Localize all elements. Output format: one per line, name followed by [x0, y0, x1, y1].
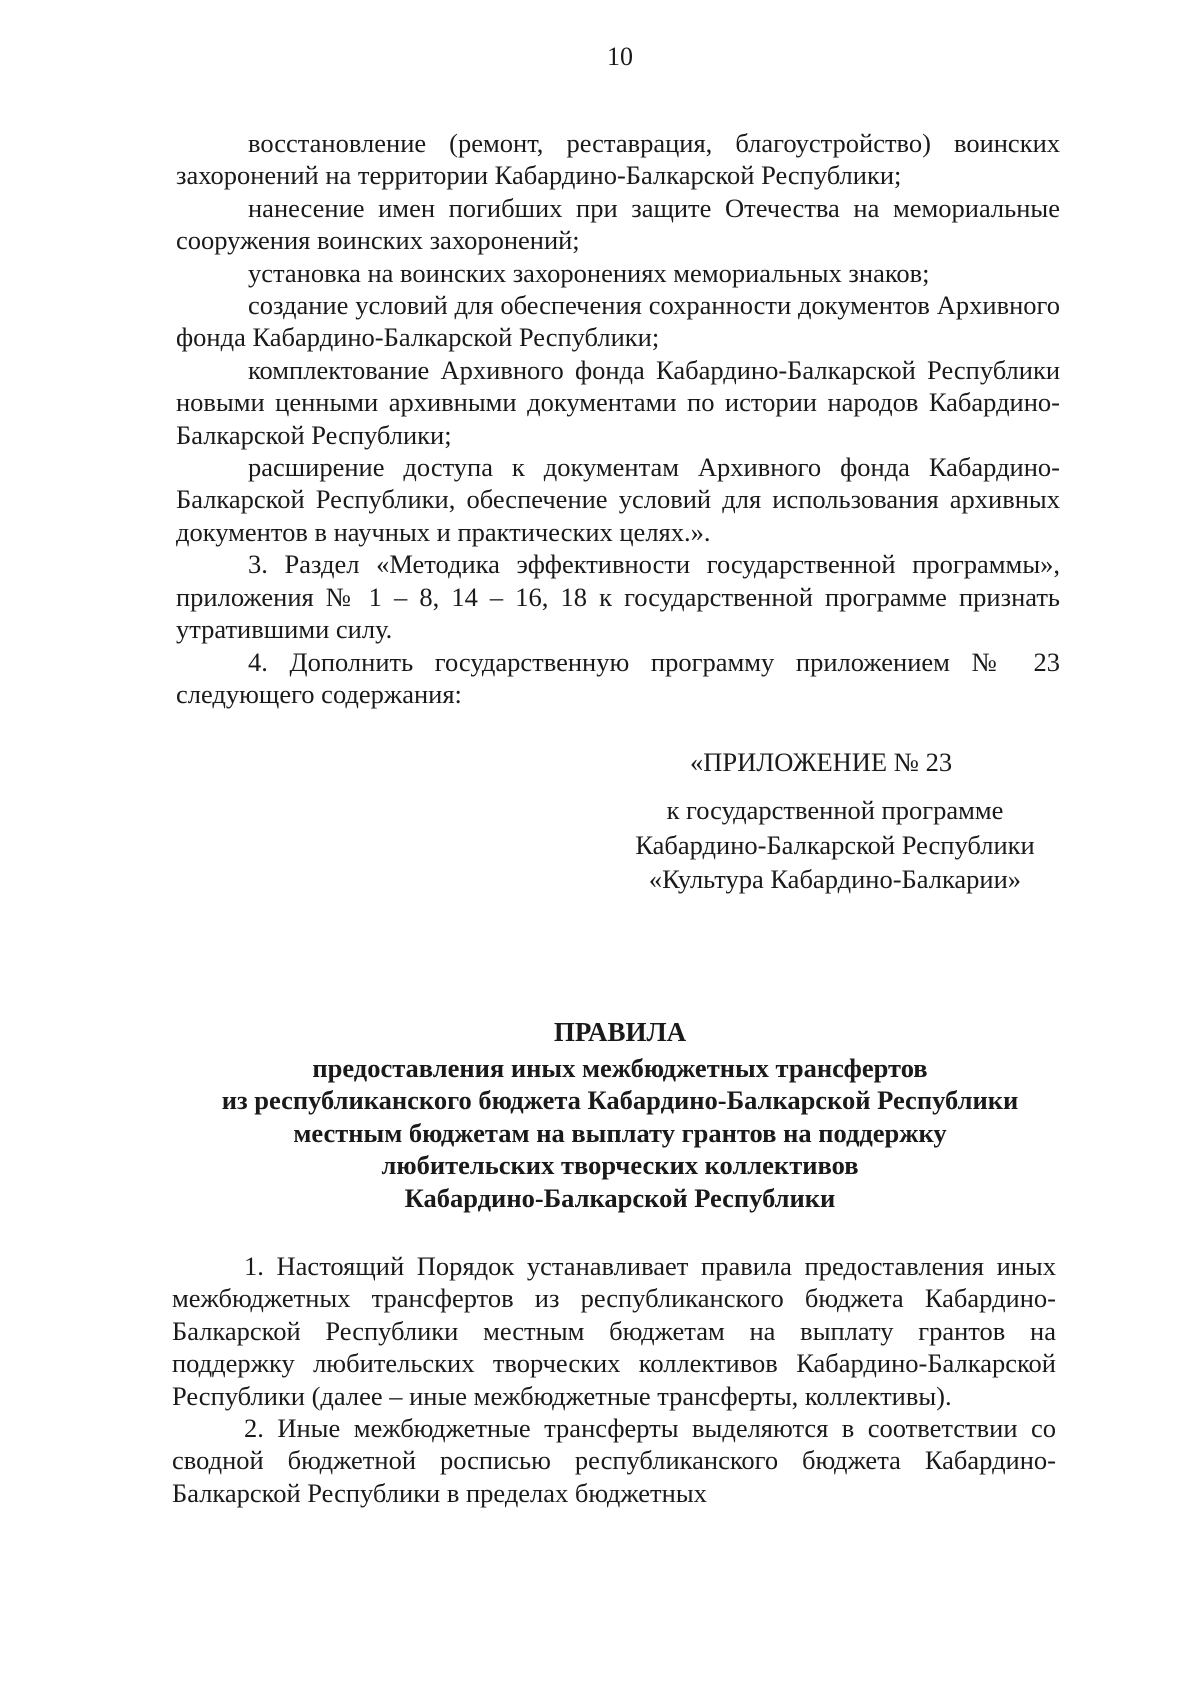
- paragraph: комплектование Архивного фонда Кабардино-Балкарской Республики новыми ценными архивными документами по истории народов Кабардино-Балкарской Республики;: [176, 354, 1060, 450]
- paragraph: 3. Раздел «Методика эффективности государственной программы», приложения № 1 – 8, 14 – 16, 18 к государственной программе признать утратившими силу.: [176, 549, 1060, 645]
- body-text-rules: [172, 1250, 1056, 1509]
- rules-subtitle-line: предоставления иных межбюджетных трансфертов: [312, 1052, 928, 1083]
- body-text-top: [176, 127, 1060, 710]
- appendix-line: «Культура Кабардино-Балкарии»: [648, 864, 1022, 894]
- appendix-line: Кабардино-Балкарской Республики: [635, 829, 1035, 860]
- appendix-line: к государственной программе: [666, 795, 1004, 825]
- paragraph: нанесение имен погибших при защите Отечества на мемориальные сооружения воинских захоронений;: [176, 192, 1060, 256]
- rules-subtitle-line: любительских творческих коллективов: [381, 1150, 859, 1180]
- paragraph: восстановление (ремонт, реставрация, благоустройство) воинских захоронений на территории Кабардино-Балкарской Республики;: [176, 128, 1060, 191]
- paragraph: создание условий для обеспечения сохранности документов Архивного фонда Кабардино-Балкарской Республики;: [176, 290, 1060, 353]
- rules-subtitle-line: местным бюджетам на выплату грантов на поддержку: [293, 1117, 947, 1148]
- rules-subtitle-line: Кабардино-Балкарской Республики: [404, 1182, 836, 1213]
- paragraph: установка на воинских захоронениях мемориальных знаков;: [248, 257, 930, 288]
- paragraph: 2. Иные межбюджетные трансферты выделяются в соответствии со сводной бюджетной росписью республиканского бюджета Кабардино-Балкарской Республики в пределах бюджетных: [172, 1413, 1056, 1508]
- appendix-title: «ПРИЛОЖЕНИЕ № 23: [690, 747, 953, 777]
- paragraph: 1. Настоящий Порядок устанавливает правила предоставления иных межбюджетных трансфертов из республиканского бюджета Кабардино-Балкарской Республики местным бюджетам на выплату грантов на поддержку любительских творческих коллективов Кабардино-Балкарской Республики (далее – иные межбюджетные трансферты, коллективы).: [172, 1251, 1056, 1411]
- paragraph: 4. Дополнить государственную программу приложением № 23 следующего содержания:: [176, 646, 1060, 709]
- page-number: 10: [607, 42, 633, 71]
- paragraph: расширение доступа к документам Архивного фонда Кабардино-Балкарской Республики, обеспечение условий для использования архивных документов в научных и практических целях.».: [176, 452, 1060, 547]
- rules-subtitle-line: из республиканского бюджета Кабардино-Балкарской Республики: [221, 1085, 1019, 1115]
- appendix-caption: [600, 793, 1070, 897]
- rules-title: ПРАВИЛА: [553, 1017, 687, 1047]
- rules-heading: [150, 1016, 1090, 1214]
